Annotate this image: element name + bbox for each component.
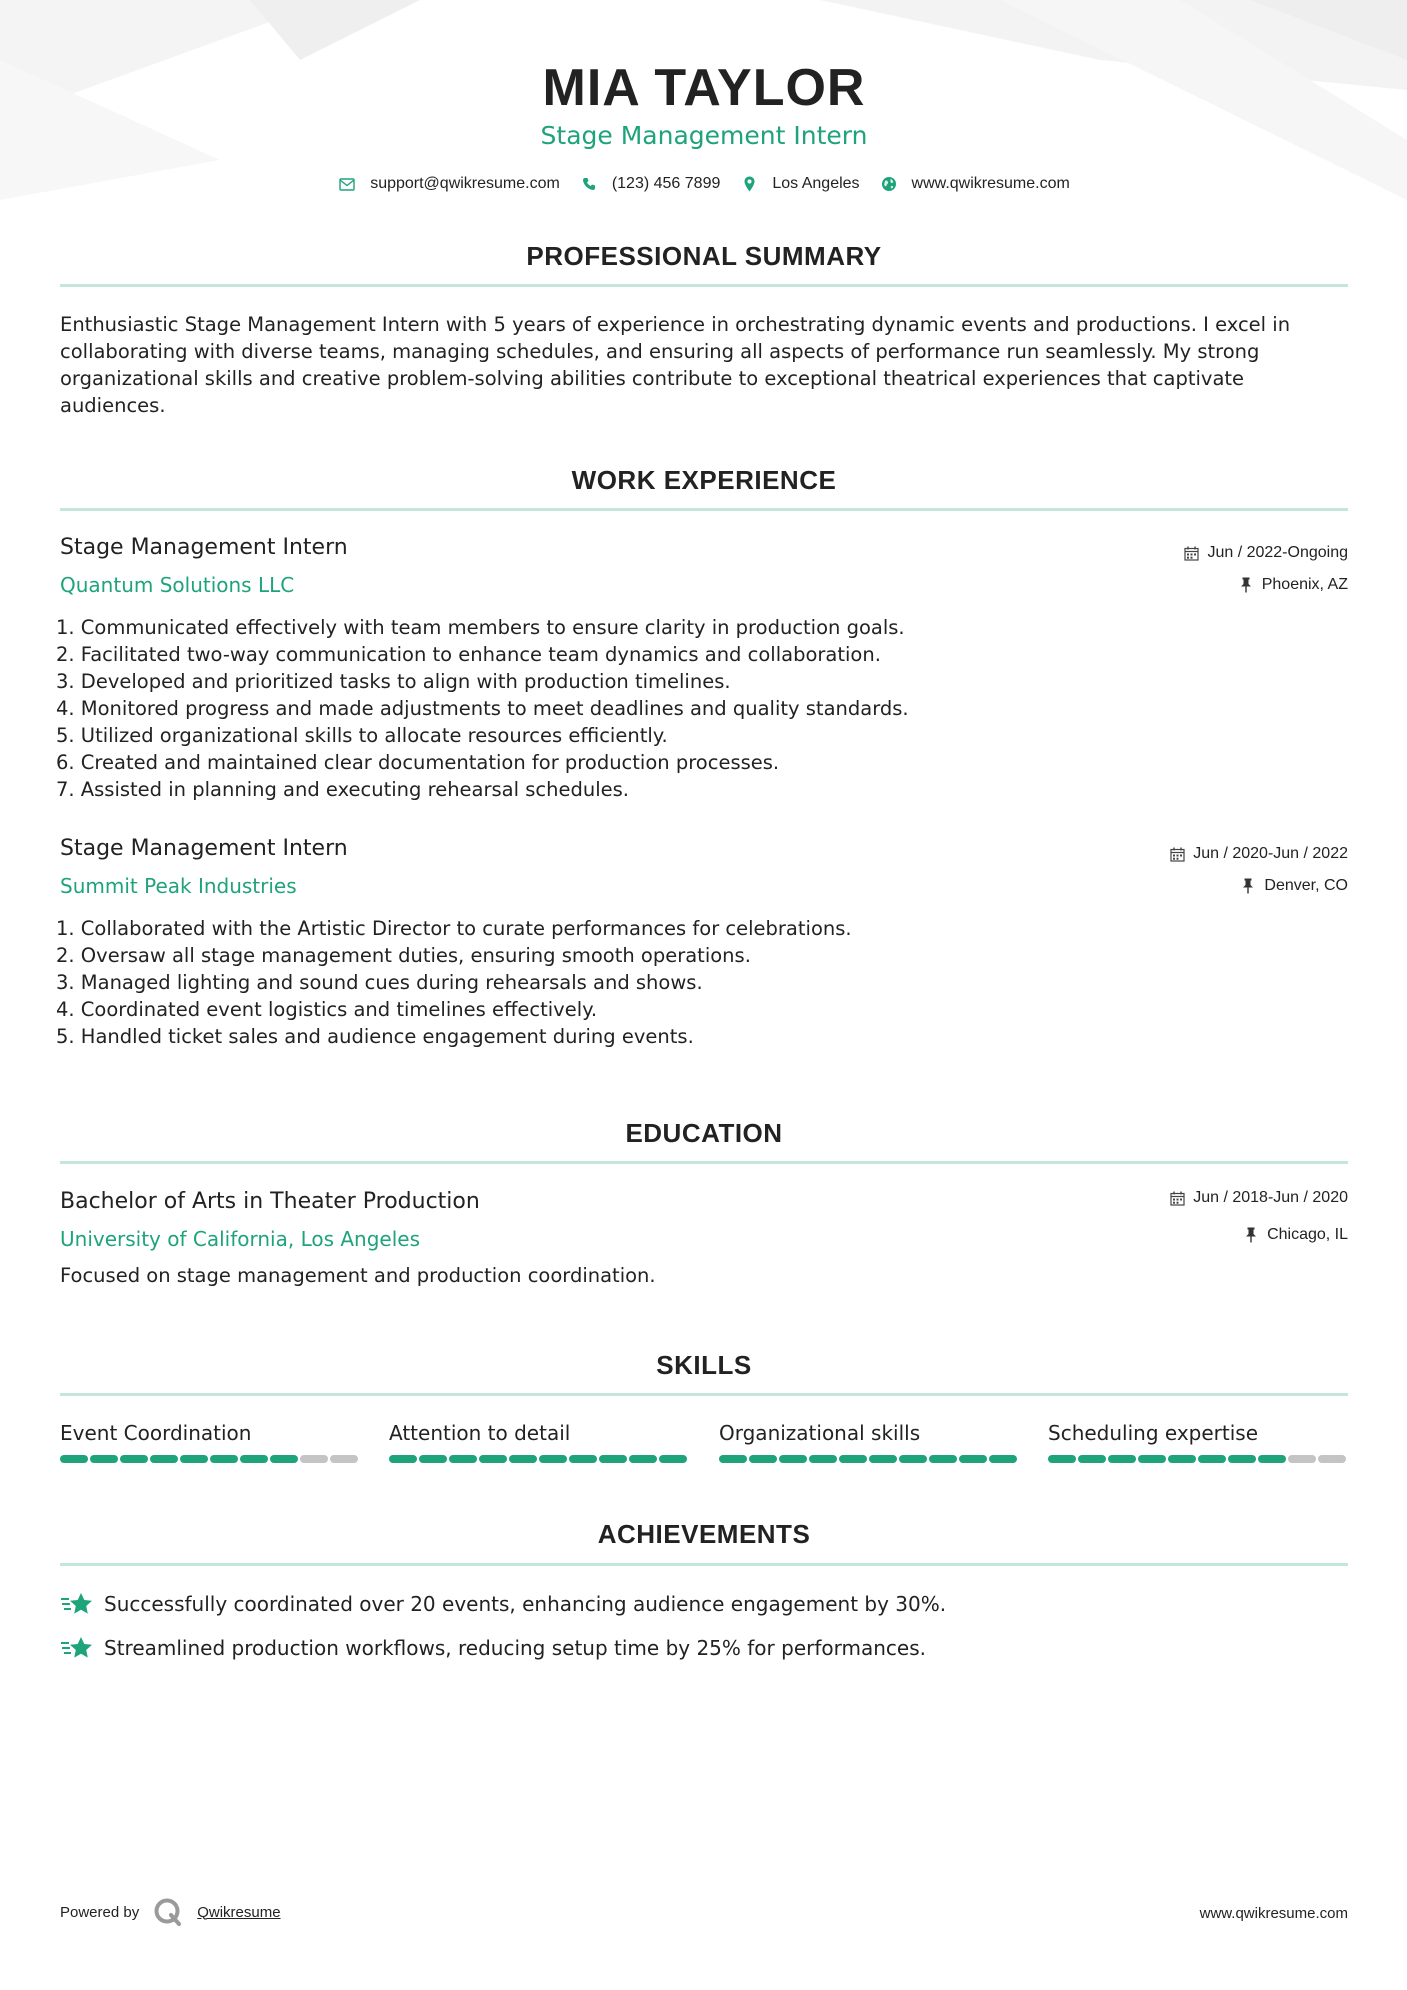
job-company: Summit Peak Industries — [60, 874, 297, 898]
skill-level-segment-filled — [449, 1455, 477, 1463]
skill-level-segment-filled — [779, 1455, 807, 1463]
skill-level-bar — [389, 1455, 689, 1463]
skill-level-segment-filled — [599, 1455, 627, 1463]
envelope-icon — [338, 175, 356, 193]
skill-level-segment-filled — [989, 1455, 1017, 1463]
list-item: 2. Facilitated two-way communication to enhance team dynamics and collaboration. — [56, 643, 881, 666]
skill-level-segment-filled — [959, 1455, 987, 1463]
skill-level-segment-filled — [1228, 1455, 1256, 1463]
skill-level-segment-filled — [869, 1455, 897, 1463]
skill-level-segment-filled — [1198, 1455, 1226, 1463]
skill-level-segment-filled — [629, 1455, 657, 1463]
skill-item — [719, 1419, 1019, 1463]
achievement-item — [60, 1634, 926, 1662]
skill-level-segment-filled — [1168, 1455, 1196, 1463]
summary-divider — [60, 284, 1348, 287]
skill-level-bar — [60, 1455, 360, 1463]
star-icon — [60, 1634, 94, 1662]
list-item: 3. Managed lighting and sound cues during rehearsals and shows. — [56, 971, 703, 994]
job-dates — [1169, 843, 1348, 865]
contact-phone-text: (123) 456 7899 — [611, 175, 721, 192]
achievement-item — [60, 1590, 946, 1618]
skill-name: Event Coordination — [60, 1421, 252, 1445]
star-icon — [60, 1590, 94, 1618]
candidate-name: MIA TAYLOR — [542, 59, 866, 117]
job-title: Stage Management Intern — [60, 836, 348, 861]
contact-email-text: support@qwikresume.com — [370, 175, 560, 192]
skill-level-segment-filled — [659, 1455, 687, 1463]
education-heading: EDUCATION — [625, 1118, 783, 1148]
calendar-icon — [1183, 545, 1199, 561]
footer-website-link[interactable]: www.qwikresume.com — [1199, 1905, 1348, 1922]
skill-level-segment-filled — [1108, 1455, 1136, 1463]
skill-level-segment-empty — [1318, 1455, 1346, 1463]
skill-level-segment-filled — [899, 1455, 927, 1463]
phone-icon — [580, 175, 598, 193]
achievement-text: Successfully coordinated over 20 events, enhancing audience engagement by 30%. — [104, 1592, 947, 1616]
skill-name: Organizational skills — [719, 1421, 921, 1445]
list-item: 1. Collaborated with the Artistic Director to curate performances for celebrations. — [56, 917, 852, 940]
skill-level-segment-filled — [150, 1455, 178, 1463]
job-dates-text: Jun / 2020-Jun / 2022 — [1193, 845, 1348, 862]
list-item: 5. Handled ticket sales and audience engagement during events. — [56, 1025, 694, 1048]
summary-text: Enthusiastic Stage Management Intern with 5 years of experience in orchestrating dynamic events and productions. I excel in collaborating with diverse teams, managing schedules, and ensuring all aspects of performance run seamlessly. My strong organizational skills and creative problem-solving abilities contribute to exceptional theatrical experiences that captivate audiences. — [60, 313, 1291, 417]
globe-icon — [880, 175, 898, 193]
list-item: 4. Coordinated event logistics and timelines effectively. — [56, 998, 598, 1021]
education-location-text: Chicago, IL — [1267, 1226, 1348, 1243]
job-location — [1240, 875, 1348, 897]
skill-level-segment-filled — [1258, 1455, 1286, 1463]
skill-item — [60, 1419, 360, 1463]
summary-heading: PROFESSIONAL SUMMARY — [526, 241, 882, 271]
contact-location-text: Los Angeles — [772, 175, 860, 192]
achievements-heading: ACHIEVEMENTS — [597, 1519, 811, 1549]
skill-level-segment-filled — [839, 1455, 867, 1463]
skill-level-segment-filled — [479, 1455, 507, 1463]
skill-level-segment-filled — [749, 1455, 777, 1463]
list-item: 3. Developed and prioritized tasks to align with production timelines. — [56, 670, 731, 693]
education-dates-text: Jun / 2018-Jun / 2020 — [1193, 1189, 1348, 1206]
skill-level-bar — [719, 1455, 1019, 1463]
skill-level-segment-filled — [809, 1455, 837, 1463]
skill-level-segment-filled — [539, 1455, 567, 1463]
contact-email[interactable] — [338, 172, 560, 196]
job-location-text: Phoenix, AZ — [1261, 576, 1348, 593]
education-divider — [60, 1161, 1348, 1164]
calendar-icon — [1169, 1190, 1185, 1206]
education-dates — [1169, 1187, 1348, 1209]
experience-divider — [60, 508, 1348, 511]
skill-level-segment-filled — [719, 1455, 747, 1463]
contact-bar — [60, 172, 1348, 196]
list-item: 4. Monitored progress and made adjustments to meet deadlines and quality standards. — [56, 697, 909, 720]
powered-by-label: Powered by — [60, 1903, 140, 1921]
job-responsibilities — [56, 614, 909, 803]
skill-level-bar — [1048, 1455, 1348, 1463]
job-company: Quantum Solutions LLC — [60, 573, 295, 597]
skill-level-segment-empty — [330, 1455, 358, 1463]
achievements-divider — [60, 1563, 1348, 1566]
candidate-role: Stage Management Intern — [540, 121, 868, 150]
list-item: 2. Oversaw all stage management duties, ensuring smooth operations. — [56, 944, 751, 967]
skill-level-segment-filled — [240, 1455, 268, 1463]
skill-level-segment-filled — [1078, 1455, 1106, 1463]
skill-name: Attention to detail — [389, 1421, 571, 1445]
skill-level-segment-filled — [180, 1455, 208, 1463]
skill-level-segment-empty — [300, 1455, 328, 1463]
job-dates — [1183, 542, 1348, 564]
skill-level-segment-filled — [120, 1455, 148, 1463]
achievement-text: Streamlined production workflows, reducing setup time by 25% for performances. — [104, 1636, 926, 1660]
job-location-text: Denver, CO — [1264, 877, 1348, 894]
qwikresume-logo-icon — [153, 1897, 183, 1927]
degree-title: Bachelor of Arts in Theater Production — [60, 1189, 480, 1214]
skill-level-segment-filled — [569, 1455, 597, 1463]
skill-level-segment-filled — [90, 1455, 118, 1463]
school-name: University of California, Los Angeles — [60, 1227, 421, 1251]
skill-level-segment-filled — [509, 1455, 537, 1463]
pushpin-icon — [1238, 577, 1254, 593]
footer-powered-by — [60, 1897, 281, 1927]
qwikresume-link[interactable]: Qwikresume — [197, 1903, 281, 1921]
skills-divider — [60, 1393, 1348, 1396]
skill-item — [1048, 1419, 1348, 1463]
contact-phone[interactable] — [580, 172, 721, 196]
skill-level-segment-filled — [60, 1455, 88, 1463]
pushpin-icon — [1243, 1227, 1259, 1243]
skill-level-segment-filled — [929, 1455, 957, 1463]
list-item: 5. Utilized organizational skills to allocate resources efficiently. — [56, 724, 668, 747]
map-marker-icon — [740, 175, 758, 193]
job-title: Stage Management Intern — [60, 535, 348, 560]
skill-level-segment-empty — [1288, 1455, 1316, 1463]
job-dates-text: Jun / 2022-Ongoing — [1207, 544, 1348, 561]
skill-level-segment-filled — [419, 1455, 447, 1463]
skill-level-segment-filled — [1048, 1455, 1076, 1463]
contact-website[interactable] — [880, 172, 1070, 196]
contact-location — [740, 172, 859, 196]
list-item: 6. Created and maintained clear documentation for production processes. — [56, 751, 780, 774]
education-description: Focused on stage management and production coordination. — [60, 1264, 656, 1287]
skill-level-segment-filled — [1138, 1455, 1166, 1463]
list-item: 1. Communicated effectively with team members to ensure clarity in production goals. — [56, 616, 905, 639]
skill-item — [389, 1419, 689, 1463]
experience-heading: WORK EXPERIENCE — [571, 465, 837, 495]
education-location — [1243, 1224, 1348, 1246]
list-item: 7. Assisted in planning and executing rehearsal schedules. — [56, 778, 629, 801]
job-responsibilities — [56, 915, 852, 1050]
calendar-icon — [1169, 846, 1185, 862]
skill-level-segment-filled — [389, 1455, 417, 1463]
skills-heading: SKILLS — [656, 1350, 752, 1380]
skill-level-segment-filled — [270, 1455, 298, 1463]
skill-level-segment-filled — [210, 1455, 238, 1463]
contact-website-text: www.qwikresume.com — [911, 175, 1070, 192]
job-location — [1238, 574, 1348, 596]
pushpin-icon — [1240, 878, 1256, 894]
skill-name: Scheduling expertise — [1048, 1421, 1259, 1445]
